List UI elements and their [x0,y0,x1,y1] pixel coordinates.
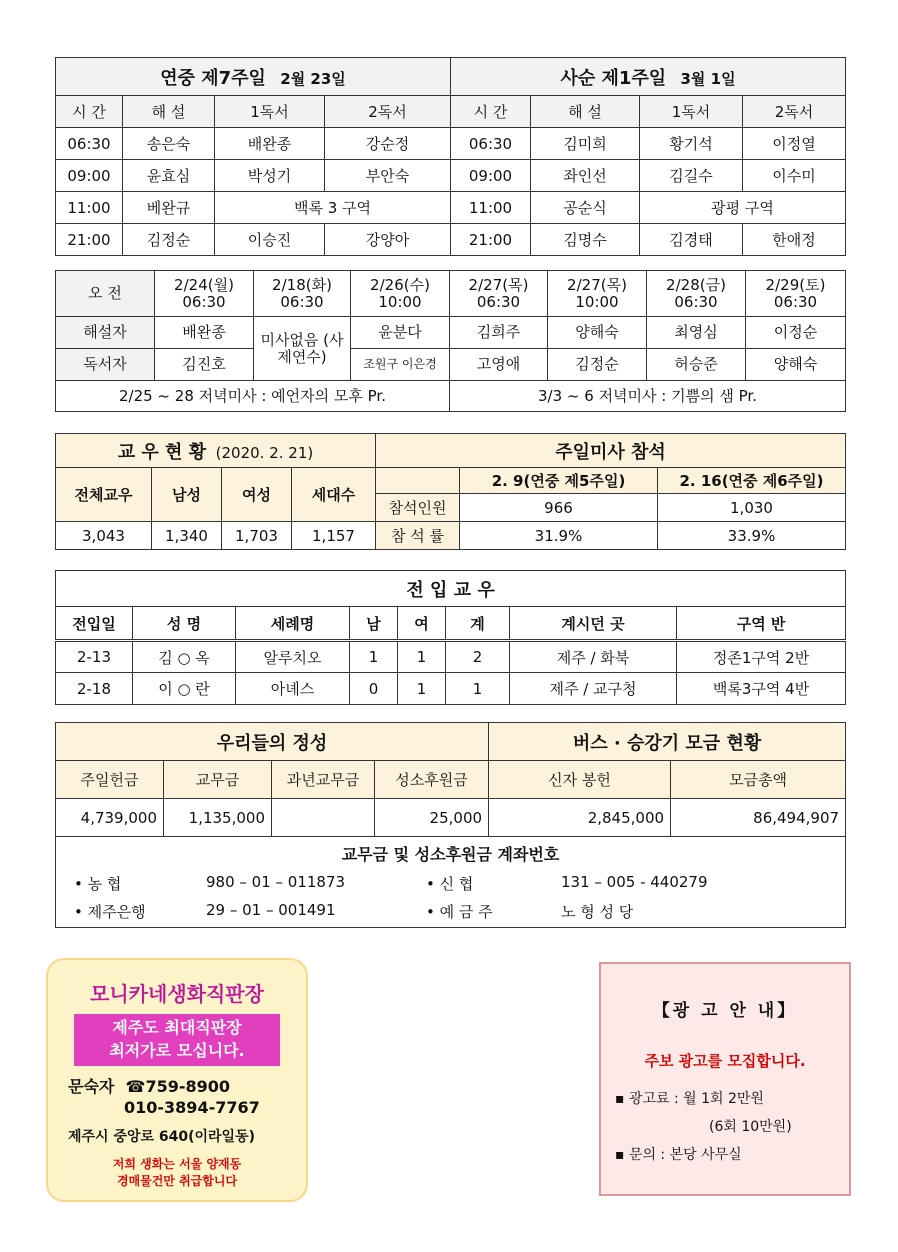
table-cell: 김길수 [640,160,743,192]
account-number: 980 – 01 – 011873 [206,873,346,891]
col-header: 2. 9(연중 제5주일) [460,468,658,494]
col-header: 여 [398,607,446,641]
table-cell: 김정순 [548,349,647,381]
table-cell: 이수미 [743,160,846,192]
day-date: 2/27(목) [567,275,627,294]
col-header: 전입일 [56,607,133,641]
table-cell: 공순식 [531,192,640,224]
col-header: 남성 [152,468,222,522]
table-cell: 알루치오 [236,641,350,673]
sunday-schedule-table [55,57,846,256]
time-cell: 11:00 [56,192,123,224]
table-cell: 배완종 [215,128,325,160]
col-header: 과년교무금 [272,761,375,799]
newcomers-title: 전 입 교 우 [56,571,846,607]
account-bank: • 신 협 [426,875,474,893]
table-cell: 86,494,907 [671,799,846,837]
day-date: 2/27(목) [468,275,529,294]
col-header: 신자 봉헌 [489,761,671,799]
table-cell: 이정순 [746,317,846,349]
table-cell: 좌인선 [531,160,640,192]
table-cell: 1,135,000 [164,799,272,837]
col-header: 주일헌금 [56,761,164,799]
time-cell: 09:00 [451,160,531,192]
ad-slogan-line: 제주도 최대직판장 [112,1018,242,1037]
day-time: 06:30 [182,292,226,311]
table-cell: 박성기 [215,160,325,192]
no-mass-cell: 미사없음 (사제연수) [254,317,351,381]
table-cell: 이승진 [215,224,325,256]
table-cell: 김 ○ 옥 [133,641,236,673]
table-cell: 정존1구역 2반 [677,641,846,673]
table-cell: 아녜스 [236,673,350,705]
day-cell [450,271,548,317]
table-cell: 31.9% [460,522,658,550]
table-cell: 고영애 [450,349,548,381]
evening-note-left: 2/25 ~ 28 저녁미사 : 예언자의 모후 Pr. [56,381,450,412]
table-cell: 베완규 [123,192,215,224]
accounts-cell [56,837,846,928]
day-date: 2/26(수) [370,275,430,294]
table-cell: 김명수 [531,224,640,256]
table-row [56,641,846,673]
offering-title: 우리들의 정성 [56,723,489,761]
account-bank: • 예 금 주 [426,903,493,921]
table-cell: 2 [446,641,510,673]
ad-note-line: 경매물건만 취급합니다 [116,1174,238,1188]
day-cell [155,271,254,317]
time-cell: 21:00 [451,224,531,256]
account-bank: • 농 협 [74,875,122,893]
col-header: 세례명 [236,607,350,641]
col-header: 2독서 [743,96,846,128]
blank-cell [376,468,460,494]
table-cell: 부안숙 [325,160,451,192]
col-header: 성 명 [133,607,236,641]
account-number: 노 형 성 당 [561,903,634,921]
ad-notice-title: 【광 고 안 내】 [652,1001,798,1021]
table-cell: 윤분다 [351,317,450,349]
ad-address: 제주시 중앙로 640(이라일동) [68,1129,256,1145]
day-cell [746,271,846,317]
commentator-label: 해설자 [56,317,155,349]
bus-fund-title: 버스 · 승강기 모금 현황 [489,723,846,761]
table-cell: 25,000 [375,799,489,837]
table-cell: 이 ○ 란 [133,673,236,705]
right-week-title: 사순 제1주일 [560,67,667,89]
col-header: 시 간 [451,96,531,128]
flower-shop-ad [46,958,308,1202]
left-week-header [56,58,451,96]
table-cell: 강순정 [325,128,451,160]
evening-note-right: 3/3 ~ 6 저녁미사 : 기쁨의 샘 Pr. [450,381,846,412]
time-cell: 11:00 [451,192,531,224]
table-cell: 배완종 [155,317,254,349]
table-cell: 제주 / 화북 [510,641,677,673]
ad-inquiry: ▪ 문의 : 본당 사무실 [615,1147,742,1163]
ad-mobile: 010-3894-7767 [124,1098,260,1117]
table-cell: 제주 / 교구청 [510,673,677,705]
day-cell [351,271,450,317]
ad-notice-headline: 주보 광고를 모집합니다. [644,1052,806,1070]
table-cell: 이정열 [743,128,846,160]
ad-note [48,1156,306,1190]
day-time: 06:30 [476,292,521,311]
table-row [56,128,846,160]
accounts-title: 교무금 및 성소후원금 계좌번호 [341,845,560,864]
day-time: 06:30 [773,292,818,311]
left-week-date: 2월 23일 [280,69,346,88]
day-time: 10:00 [575,292,619,311]
col-header: 성소후원금 [375,761,489,799]
col-header: 2. 16(연중 제6주일) [658,468,846,494]
day-time: 06:30 [674,292,718,311]
col-header: 교무금 [164,761,272,799]
parish-title: 교 우 현 황 [117,441,207,463]
account-bank: • 제주은행 [74,903,146,921]
reader-label: 독서자 [56,349,155,381]
account-number: 29 – 01 – 001491 [206,901,336,919]
table-cell: 김미희 [531,128,640,160]
table-cell: 백록 3 구역 [215,192,451,224]
table-cell: 황기석 [640,128,743,160]
table-row [56,673,846,705]
day-cell [548,271,647,317]
table-cell: 허승준 [647,349,746,381]
table-cell [272,799,375,837]
table-cell: 김정순 [123,224,215,256]
ad-owner: 문숙자 [68,1077,115,1096]
time-cell: 09:00 [56,160,123,192]
table-row [56,160,846,192]
table-cell: 조원구 이은경 [351,349,450,381]
table-cell: 1,703 [222,522,292,550]
advertising-notice [599,962,851,1196]
day-date: 2/18(화) [272,275,332,294]
row-label: 참 석 률 [376,522,460,550]
col-header: 여성 [222,468,292,522]
table-cell: 김진호 [155,349,254,381]
account-number: 131 – 005 - 440279 [561,873,708,891]
day-cell [254,271,351,317]
col-header: 계 [446,607,510,641]
col-header: 계시던 곳 [510,607,677,641]
table-cell: 4,739,000 [56,799,164,837]
table-cell: 966 [460,494,658,522]
col-header: 시 간 [56,96,123,128]
day-date: 2/24(월) [174,275,234,294]
col-header: 1독서 [640,96,743,128]
table-cell: 3,043 [56,522,152,550]
weekday-mass-table [55,270,846,412]
col-header: 해 설 [531,96,640,128]
table-cell: 2,845,000 [489,799,671,837]
ad-contact-line [68,1074,230,1097]
time-cell: 06:30 [56,128,123,160]
table-cell: 윤효심 [123,160,215,192]
table-row [56,192,846,224]
ad-slogan-line: 최저가로 모십니다. [109,1041,245,1060]
parish-date: (2020. 2. 21) [215,443,314,462]
table-cell: 1 [446,673,510,705]
table-cell: 양해숙 [746,349,846,381]
col-header: 구역 반 [677,607,846,641]
attendance-title: 주일미사 참석 [376,434,846,468]
row-label: 참석인원 [376,494,460,522]
table-cell: 33.9% [658,522,846,550]
newcomers-table [55,570,846,705]
ad-fee: ▪ 광고료 : 월 1회 2만원 [615,1091,764,1107]
table-cell: 백록3구역 4반 [677,673,846,705]
table-cell: 1 [350,641,398,673]
table-cell: 2-13 [56,641,133,673]
col-header: 해 설 [123,96,215,128]
table-cell: 광평 구역 [640,192,846,224]
accounts-list [56,865,845,927]
table-cell: 2-18 [56,673,133,705]
morning-label: 오 전 [56,271,155,317]
table-cell: 김경태 [640,224,743,256]
parish-title-cell [56,434,376,468]
day-time: 06:30 [280,292,324,311]
table-cell: 김희주 [450,317,548,349]
table-cell: 양해숙 [548,317,647,349]
parish-status-table [55,433,846,550]
table-cell: 1,340 [152,522,222,550]
right-week-date: 3월 1일 [680,69,736,88]
table-cell: 한애정 [743,224,846,256]
ad-fee-detail: (6회 10만원) [709,1119,792,1135]
table-cell: 0 [350,673,398,705]
col-header: 2독서 [325,96,451,128]
time-cell: 06:30 [451,128,531,160]
table-cell: 1,157 [292,522,376,550]
table-cell: 강양아 [325,224,451,256]
ad-shop-title: 모니카네생화직판장 [90,982,264,1006]
col-header: 모금총액 [671,761,846,799]
col-header: 전체교우 [56,468,152,522]
offering-table [55,722,846,928]
col-header: 남 [350,607,398,641]
ad-slogan-box [74,1014,280,1066]
ad-note-line: 저희 생화는 서울 양재동 [112,1157,242,1171]
table-cell: 1,030 [658,494,846,522]
col-header: 1독서 [215,96,325,128]
table-cell: 최영심 [647,317,746,349]
ad-phone: ☎759-8900 [125,1077,231,1096]
table-row [56,224,846,256]
day-cell [647,271,746,317]
time-cell: 21:00 [56,224,123,256]
table-cell: 송은숙 [123,128,215,160]
col-header: 세대수 [292,468,376,522]
day-date: 2/28(금) [666,275,726,294]
left-week-title: 연중 제7주일 [160,67,266,89]
right-week-header [451,58,846,96]
day-date: 2/29(토) [765,275,826,294]
table-cell: 1 [398,641,446,673]
day-time: 10:00 [378,292,422,311]
table-cell: 1 [398,673,446,705]
